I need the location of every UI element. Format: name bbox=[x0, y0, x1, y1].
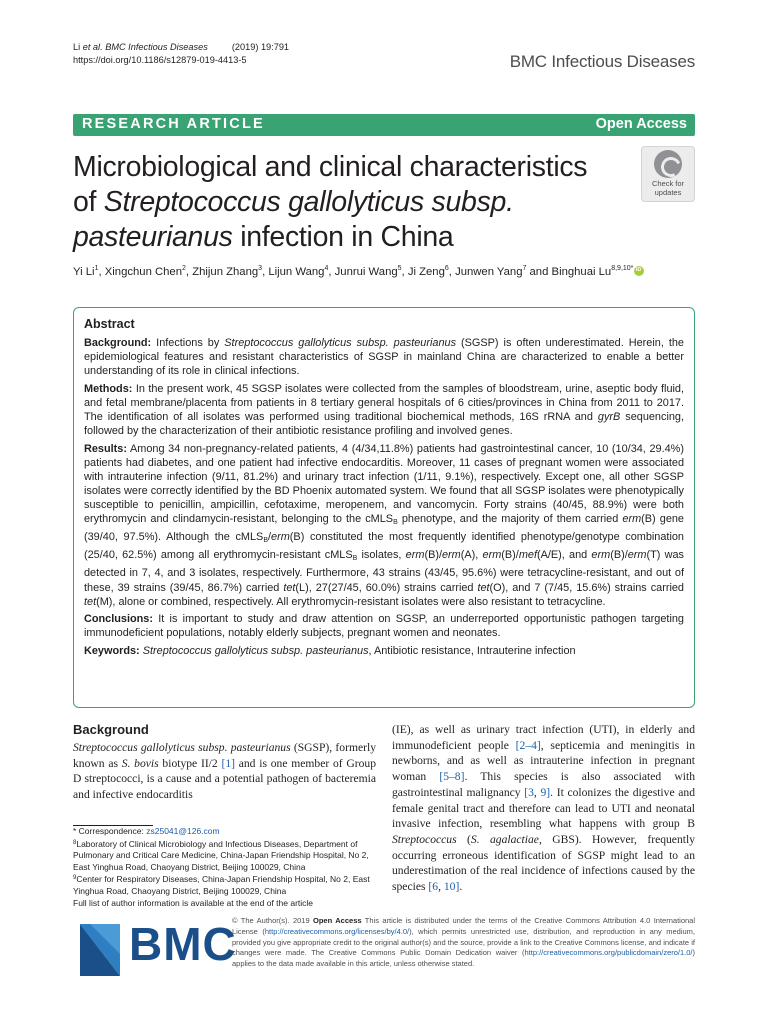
doi-link[interactable]: https://doi.org/10.1186/s12879-019-4413-5 bbox=[73, 55, 247, 65]
body-left-column bbox=[73, 722, 376, 803]
affiliation-8: $^8$Laboratory of Clinical Microbiology and Infectious Diseases, Department of Pulmonary and Critical Care Medicine, China-Japan Friendship Hospital, No 2, East Yinghua Road, Chaoyang District, Beijing 100029, China bbox=[73, 838, 369, 872]
citation-authors: Li bbox=[73, 42, 83, 52]
open-access-label: Open Access bbox=[595, 116, 687, 132]
abstract-box bbox=[73, 307, 695, 708]
orcid-icon[interactable] bbox=[634, 266, 644, 276]
reference-link[interactable]: [5–8] bbox=[439, 770, 465, 784]
citation-journal: BMC Infectious Diseases bbox=[102, 42, 208, 52]
license-statement: © The Author(s). 2019 Open Access This article is distributed under the terms of the Creative Commons Attribution 4.0 International License (http://creativecommons.org/licenses/by/4.0/), which permits unrestricted use, distribution, and reproduction in any medium, provided you give appropriate credit to the original author(s) and the source, provide a link to the Creative Commons license, and indicate if changes were made. The Creative Commons Public Domain Dedication waiver (http://creativecommons.org/publicdomain/zero/1.0/) applies to the data made available in this article, unless otherwise stated. bbox=[232, 916, 696, 969]
article-type-banner bbox=[73, 114, 695, 136]
citation-etal: et al. bbox=[82, 42, 103, 52]
citation-header bbox=[73, 41, 289, 67]
journal-name: BMC Infectious Diseases bbox=[509, 52, 695, 71]
title-line-2: of Streptococcus gallolyticus subsp. bbox=[73, 186, 514, 218]
bmc-logo-text: BMC bbox=[129, 918, 237, 970]
reference-link[interactable]: [3 bbox=[524, 785, 534, 799]
title-line-1: Microbiological and clinical characteristics bbox=[73, 151, 588, 183]
reference-link[interactable]: [1] bbox=[221, 756, 235, 770]
affiliation-9: $^9$Center for Respiratory Diseases, China-Japan Friendship Hospital, No 2, East Yinghua Road, Chaoyang District, Beijing 100029, China bbox=[73, 874, 370, 896]
article-type-label: RESEARCH ARTICLE bbox=[82, 116, 265, 132]
check-updates-label: Check for updates bbox=[651, 179, 685, 197]
abstract-background: Background: Infections by Streptococcus gallolyticus subsp. pasteurianus (SGSP) is often underestimated. Herein, the epidemiological features and resistant characteristics of SGSP in mainland China are characterized to enable a better understanding of its role in clinical infections. bbox=[84, 337, 684, 378]
abstract-results: Results: Among 34 non-pregnancy-related patients, 4 (4/34,11.8%) patients had gastrointestinal cancer, 10 (10/34, 29.4%) patients had diabetes, and one patient had infective endocarditis. Moreover, 11 cases of pregnant women were associated with intrauterine infection (9/11, 81.2%) and urinary tract infection (1/11, 9.1%), respectively. Except one, all other SGSP isolates were correctly identified by the BD Phoenix automated system. We found that all SGSP isolates were phenotypically susceptible to penicillin, ampicillin, cefotaxime, meropenem, and vancomycin. Forty strains (40/45, 88.9%) were both erythromycin and clindamycin-resistant, belonging to the cMLS$_B$ phenotype, and the majority of them carried erm(B) gene (39/40, 97.5%). Although the cMLS$_B$/erm(B) constituted the most frequently identified phenotype/genotype combination (25/40, 62.5%) among all erythromycin-resistant cMLS$_B$ isolates, erm(B)/erm(A), erm(B)/mef(A/E), and erm(B)/erm(T) was detected in 7, 4, and 3 isolates, respectively. Furthermore, 43 strains (43/45, 95.6%) were tetracycline-resistant, and out of these, 39 strains (39/45, 86.7%) carried tet(L), 27(27/45, 60.0%) strains carried tet(O), and 7 (7/45, 15.6%) strains carried tet(M), alone or combined, respectively. All erythromycin-resistant isolates were also resistant to tetracycline. bbox=[84, 442, 684, 608]
author[interactable]: Yi Li$^1$ bbox=[73, 265, 99, 278]
abstract-heading: Abstract bbox=[84, 317, 135, 331]
author[interactable]: Lijun Wang$^4$ bbox=[268, 265, 329, 278]
author[interactable]: Zhijun Zhang$^3$ bbox=[192, 265, 263, 278]
check-for-updates-badge[interactable] bbox=[641, 146, 695, 202]
author[interactable]: Ji Zeng$^6$ bbox=[407, 265, 449, 278]
author[interactable]: Junwen Yang$^7$ bbox=[455, 265, 527, 278]
abstract-keywords: Keywords: Streptococcus gallolyticus subsp. pasteurianus, Antibiotic resistance, Intrauterine infection bbox=[84, 644, 576, 657]
body-paragraph: (IE), as well as urinary tract infection (UTI), in elderly and immunodeficient people [2–4], septicemia and meningitis in newborns, and as well as intrauterine infection in pregnant woman [5–8]. This species is also associated with gastrointestinal malignancy [3, 9]. It colonizes the digestive and female genital tract and therefore can lead to UTI and neonatal invasive infection, resembling what happens with group B Streptococcus (S. agalactiae, GBS). However, frequently occurring erroneous identification of SGSP might lead to an underestimation of the real incidence of infections caused by the species [6, 10]. bbox=[392, 723, 696, 894]
citation-year-volume: (2019) 19:791 bbox=[231, 42, 290, 52]
correspondence-email-link[interactable]: zs25041@126.com bbox=[146, 826, 220, 836]
article-title bbox=[73, 150, 633, 255]
title-line-3: pasteurianus infection in China bbox=[73, 221, 454, 253]
reference-link[interactable]: 10] bbox=[443, 880, 460, 894]
body-paragraph: Streptococcus gallolyticus subsp. pasteurianus (SGSP), formerly known as S. bovis biotype II/2 [1] and is one member of Group D streptococci, is a cause and a potential pathogen of bacteremia and infective endocarditis bbox=[73, 741, 376, 802]
reference-link[interactable]: 9] bbox=[540, 785, 551, 799]
author-list: Yi Li$^1$, Xingchun Chen$^2$, Zhijun Zhang$^3$, Lijun Wang$^4$, Junrui Wang$^5$, Ji Zeng$^6$, Junwen Yang$^7$ and Binghuai $Lu^{8,9,10*}iD$ bbox=[73, 265, 644, 278]
author[interactable]: Binghuai $Lu^{8,9,10*}$ bbox=[551, 265, 634, 278]
abstract-methods: Methods: In the present work, 45 SGSP isolates were collected from the samples of bloodstream, urine, aseptic body fluid, and fetal membrane/placenta from patients in 8 tertiary general hospitals of 6 cities/provinces in China from 2011 to 2017. The identification of all isolates was performed using traditional biochemical methods, 16S rRNA and gyrB sequencing, followed by the characterization of their antibiotic resistance profiling and involved genes. bbox=[84, 382, 684, 438]
abstract-conclusions: Conclusions: It is important to study and draw attention on SGSP, an underreported opportunistic pathogen targeting immunodeficient populations, notably elderly subjects, pregnant women and neonates. bbox=[84, 613, 684, 640]
section-heading-background: Background bbox=[73, 722, 149, 737]
author[interactable]: Xingchun Chen$^2$ bbox=[104, 265, 186, 278]
correspondence: * Correspondence: zs25041@126.com bbox=[73, 826, 220, 836]
reference-link[interactable]: [2–4] bbox=[515, 738, 541, 752]
author[interactable]: Junrui Wang$^5$ bbox=[334, 265, 402, 278]
footnotes bbox=[73, 826, 376, 909]
reference-link[interactable]: [6 bbox=[428, 880, 439, 894]
license-link-cc0[interactable]: http://creativecommons.org/publicdomain/zero/1.0/ bbox=[524, 948, 693, 958]
check-updates-icon bbox=[654, 150, 682, 178]
body-right-column bbox=[392, 722, 695, 895]
full-author-info-note: Full list of author information is available at the end of the article bbox=[73, 897, 314, 908]
license-link-cc-by[interactable]: http://creativecommons.org/licenses/by/4.0/ bbox=[264, 926, 410, 936]
